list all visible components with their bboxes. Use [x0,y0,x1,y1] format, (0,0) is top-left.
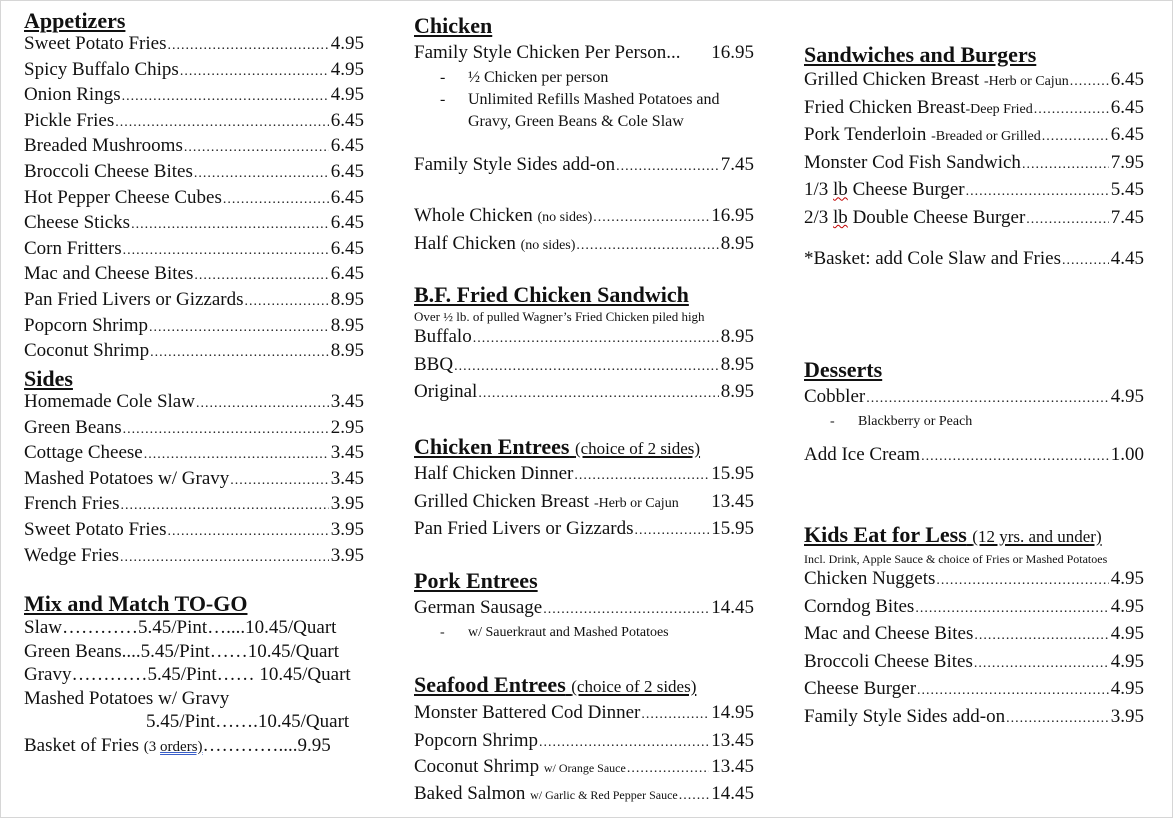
menu-item: Homemade Cole Slaw ..... 3.45 [24,390,364,416]
menu-item: French Fries ..... 3.95 [24,492,364,518]
sides-section [24,367,364,569]
togo-line: Gravy…………5.45/Pint…… 10.45/Quart [24,664,351,686]
desserts-heading: Desserts [804,357,883,382]
menu-item: Sweet Potato Fries ..... 3.95 [24,518,364,544]
menu-item: Grilled Chicken Breast -Herb or Cajun ..... 6.45 [804,68,1144,94]
togo-line: Mashed Potatoes w/ Gravy [24,687,230,709]
basket-addon [804,247,1144,273]
whole-half-chicken [414,204,754,257]
appetizers-heading: Appetizers [24,8,126,33]
seafood-heading: Seafood Entrees (choice of 2 sides) [414,672,697,697]
menu-item: Original ..... 8.95 [414,380,754,406]
bullet-item: - Blackberry or Peach [830,413,973,429]
menu-item: Half Chicken Dinner ..... 15.95 [414,462,754,488]
menu-item: Cheese Burger ..... 4.95 [804,677,1144,703]
menu-item: Cottage Cheese ..... 3.45 [24,441,364,467]
pork-section [414,569,754,644]
menu-item: BBQ ..... 8.95 [414,353,754,379]
togo-line: Slaw…………5.45/Pint…....10.45/Quart [24,617,337,638]
sandwiches-section [804,43,1144,232]
menu-item: Fried Chicken Breast-Deep Fried ..... 6.45 [804,96,1144,122]
sides-list [24,390,364,569]
togo-list [24,616,369,760]
appetizers-section [24,9,364,365]
bullet-item: - Unlimited Refills Mashed Potatoes and Gravy, Green Beans & Cole Slaw [440,90,720,130]
menu-item: Baked Salmon w/ Garlic & Red Pepper Sauce ..... 14.45 [414,782,754,808]
menu-item: Breaded Mushrooms ..... 6.45 [24,134,364,160]
menu-item: Mac and Cheese Bites ..... 4.95 [804,622,1144,648]
chicken-entrees-section [414,435,754,543]
togo-heading: Mix and Match TO-GO [24,591,248,616]
menu-item: 2/3 lb Double Cheese Burger ..... 7.45 [804,206,1144,232]
menu-item: Cobbler ..... 4.95 [804,385,1144,411]
menu-item: Monster Cod Fish Sandwich ..... 7.95 [804,151,1144,177]
menu-item: Popcorn Shrimp ..... 13.45 [414,729,754,755]
menu-item: Sweet Potato Fries ..... 4.95 [24,32,364,58]
menu-item: Whole Chicken (no sides) ..... 16.95 [414,204,754,230]
appetizers-list [24,32,364,365]
togo-line: Green Beans....5.45/Pint……10.45/Quart [24,640,340,662]
menu-item: Add Ice Cream ..... 1.00 [804,443,1144,469]
menu-item: Popcorn Shrimp ..... 8.95 [24,314,364,340]
menu-item: Family Style Sides add-on ..... 3.95 [804,705,1144,731]
kids-description: Incl. Drink, Apple Sauce & choice of Fries or Mashed Potatoes [804,552,1108,566]
menu-item: Family Style Sides add-on ..... 7.45 [414,153,754,179]
menu-item: Pork Tenderloin -Breaded or Grilled ..... 6.45 [804,123,1144,149]
menu-item: Onion Rings ..... 4.95 [24,83,364,109]
kids-section [804,523,1144,731]
togo-section [24,592,369,760]
menu-item: Broccoli Cheese Bites ..... 4.95 [804,650,1144,676]
pork-heading: Pork Entrees [414,568,538,593]
menu-item: Pan Fried Livers or Gizzards ..... 8.95 [24,288,364,314]
desserts-section [804,358,1144,468]
seafood-section [414,673,759,807]
menu-item: Green Beans ..... 2.95 [24,416,364,442]
menu-item: Mac and Cheese Bites ..... 6.45 [24,262,364,288]
menu-item: Buffalo ..... 8.95 [414,325,754,351]
bf-sandwich-heading: B.F. Fried Chicken Sandwich [414,282,689,307]
kids-heading: Kids Eat for Less (12 yrs. and under) [804,522,1102,547]
menu-item: Monster Battered Cod Dinner ..... 14.95 [414,701,754,727]
bullet-item: - ½ Chicken per person [440,68,609,86]
menu-item: German Sausage ..... 14.45 [414,596,754,622]
menu-item: Corn Fritters ..... 6.45 [24,237,364,263]
menu-item: 1/3 lb Cheese Burger ..... 5.45 [804,178,1144,204]
menu-item: Pan Fried Livers or Gizzards ..... 15.95 [414,517,754,543]
menu-item: Cheese Sticks ..... 6.45 [24,211,364,237]
menu-item: Pickle Fries ..... 6.45 [24,109,364,135]
chicken-entrees-heading: Chicken Entrees (choice of 2 sides) [414,434,701,459]
menu-item: Half Chicken (no sides) ..... 8.95 [414,232,754,258]
menu-item: Grilled Chicken Breast -Herb or Cajun 13.45 [414,490,754,512]
sandwiches-heading: Sandwiches and Burgers [804,42,1037,67]
menu-item: Hot Pepper Cheese Cubes ..... 6.45 [24,186,364,212]
family-sides-addon [414,153,754,179]
chicken-heading: Chicken [414,13,493,38]
togo-basket-line: Basket of Fries (3 orders)…………....9.95 [24,734,331,756]
bf-sandwich-description: Over ½ lb. of pulled Wagner’s Fried Chicken piled high [414,309,705,324]
menu-item: Coconut Shrimp ..... 8.95 [24,339,364,365]
bf-sandwich-section [414,283,754,406]
menu-item: Spicy Buffalo Chips ..... 4.95 [24,58,364,84]
togo-line: 5.45/Pint…….10.45/Quart [146,711,350,733]
menu-item: Broccoli Cheese Bites ..... 6.45 [24,160,364,186]
bullet-item: - w/ Sauerkraut and Mashed Potatoes [440,624,669,640]
sides-heading: Sides [24,366,73,391]
menu-item: Wedge Fries ..... 3.95 [24,544,364,570]
chicken-section [414,14,754,133]
menu-item: *Basket: add Cole Slaw and Fries ..... 4.45 [804,247,1144,273]
menu-item: Chicken Nuggets ..... 4.95 [804,567,1144,593]
menu-item: Coconut Shrimp w/ Orange Sauce ..... 13.45 [414,755,754,781]
menu-item: Corndog Bites ..... 4.95 [804,595,1144,621]
menu-item: Mashed Potatoes w/ Gravy ..... 3.45 [24,467,364,493]
menu-item: Family Style Chicken Per Person... 16.95 [414,42,754,63]
